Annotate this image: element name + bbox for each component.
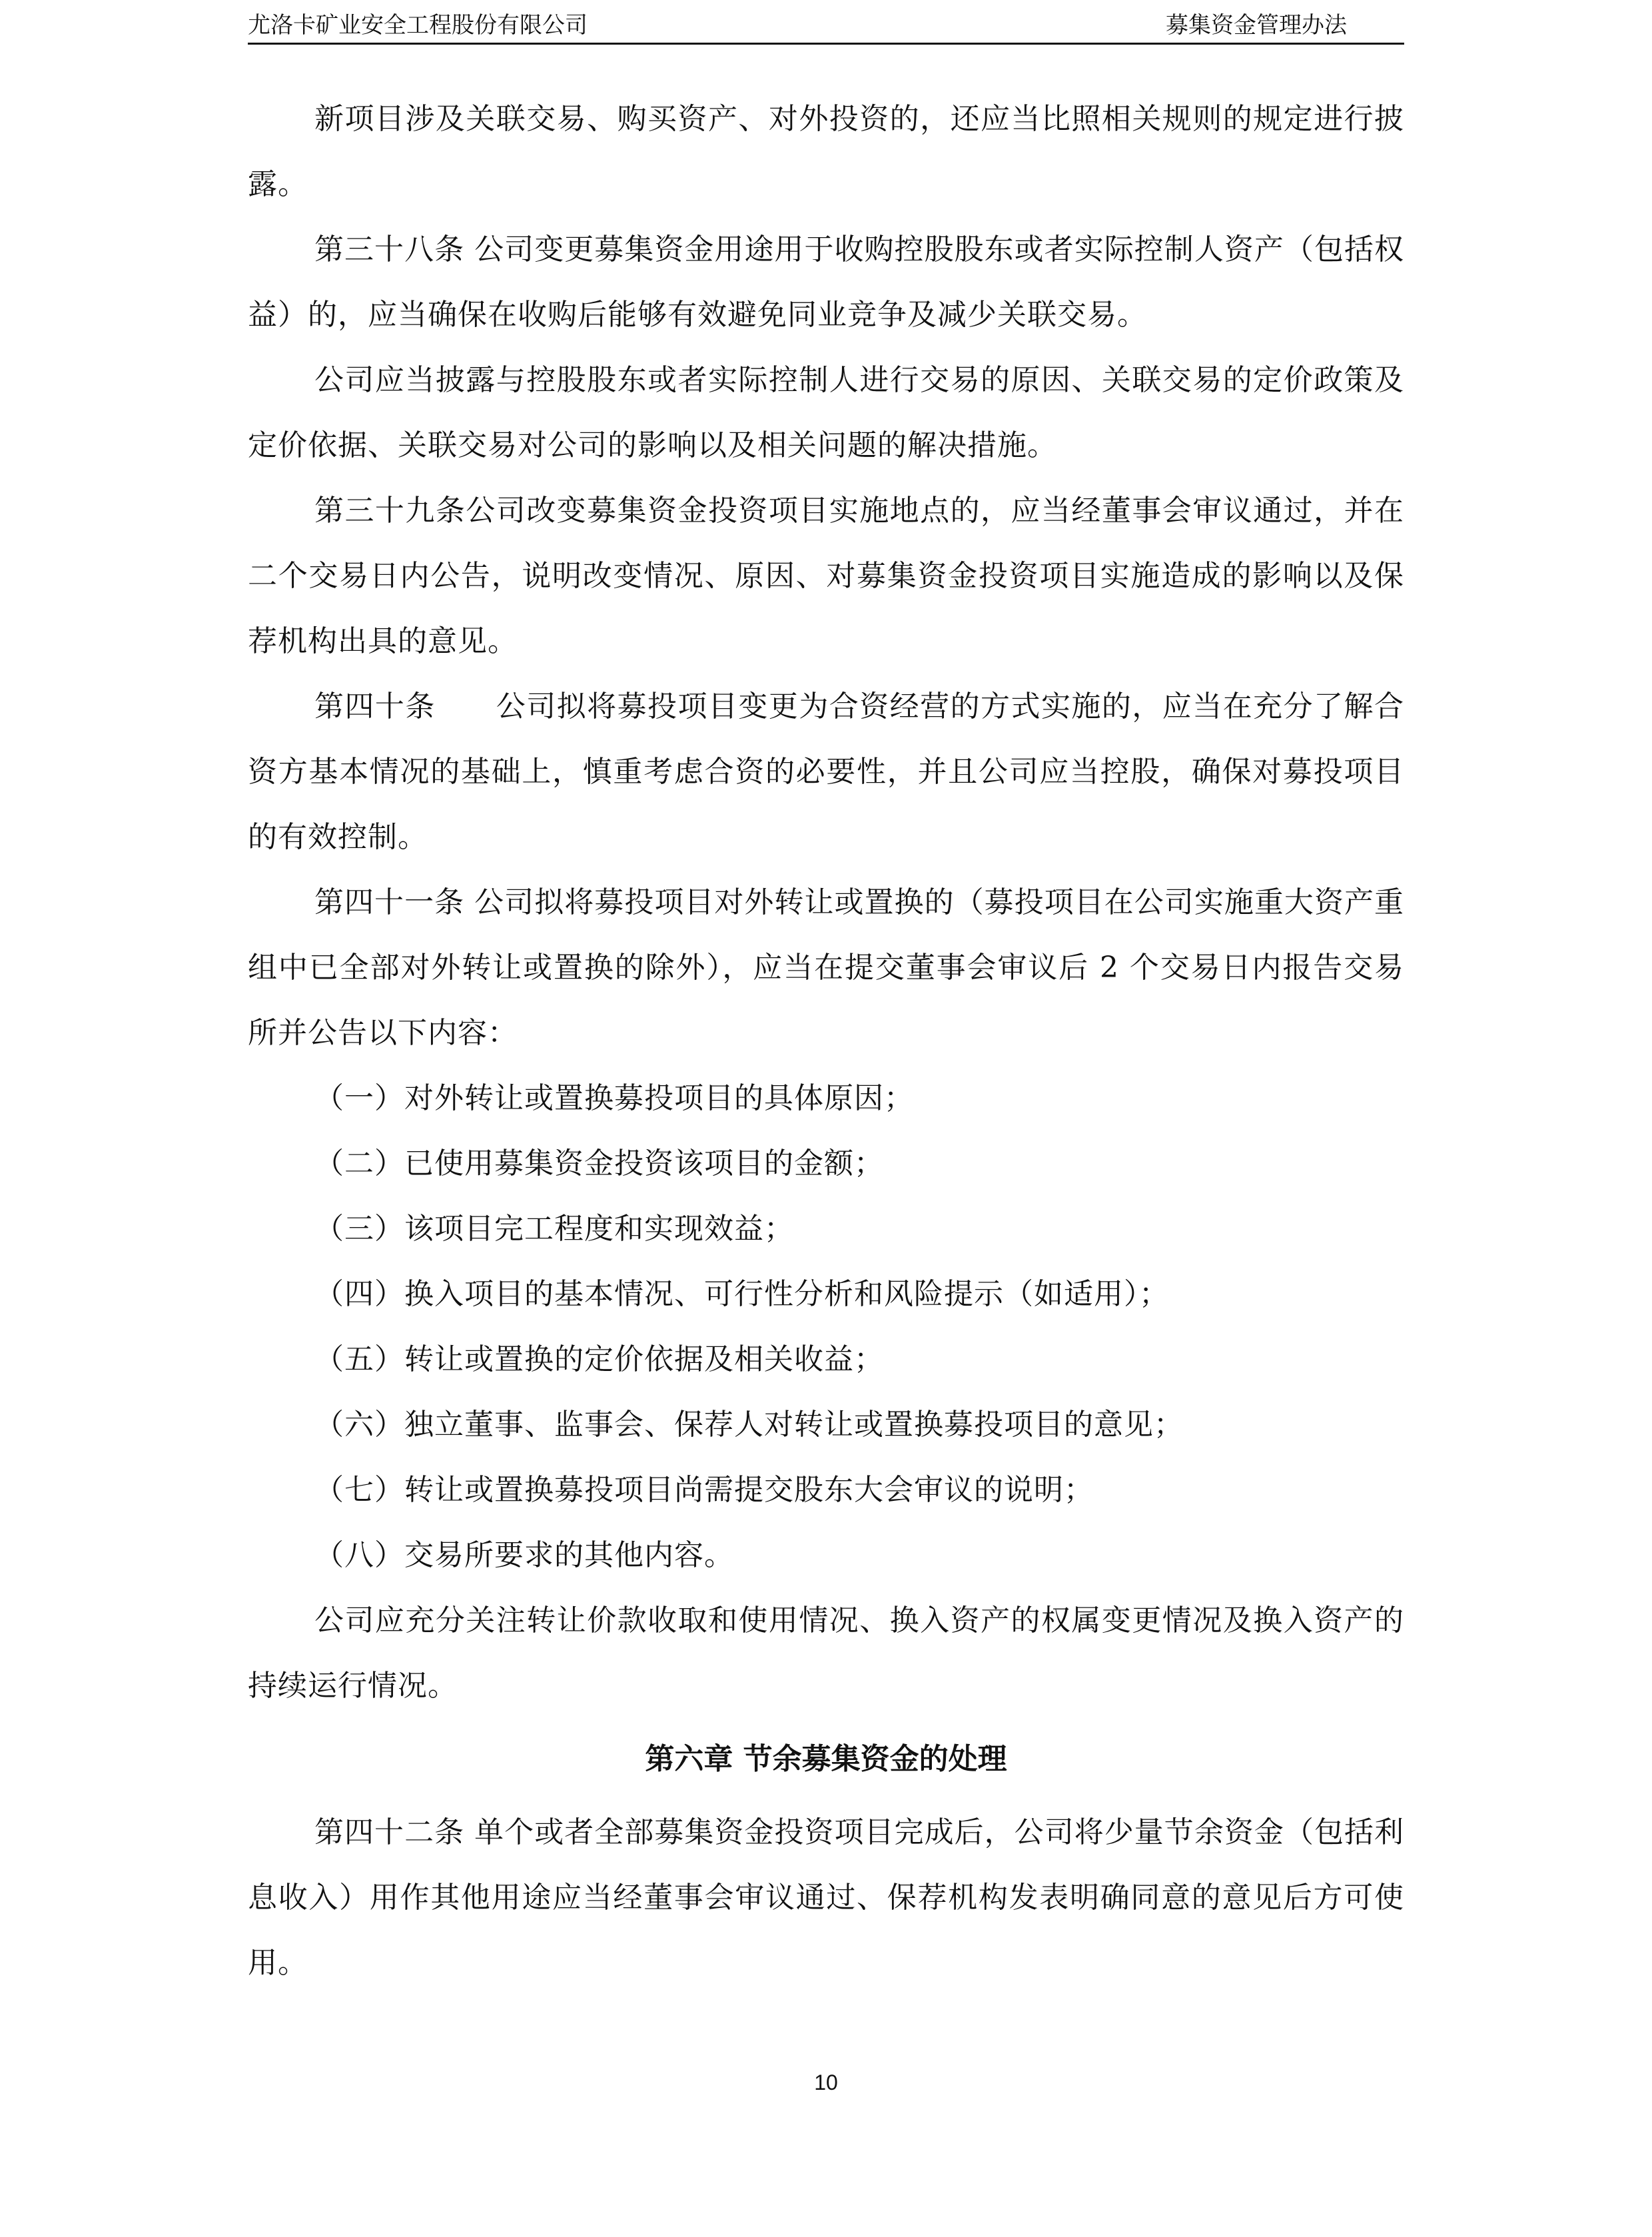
article-40: 第四十条 公司拟将募投项目变更为合资经营的方式实施的，应当在充分了解合资方基本情况的基础上，慎重考虑合资的必要性，并且公司应当控股，确保对募投项目的有效控制。 [248,689,1404,854]
list-item: （三）该项目完工程度和实现效益； [314,1212,794,1246]
article-39: 第三十九条公司改变募集资金投资项目实施地点的，应当经董事会审议通过，并在二个交易日内公告，说明改变情况、原因、对募集资金投资项目实施造成的影响以及保荐机构出具的意见。 [248,494,1404,658]
page-number: 10 [814,2070,838,2094]
article-42: 第四十二条 单个或者全部募集资金投资项目完成后，公司将少量节余资金（包括利息收入）用作其他用途应当经董事会审议通过、保荐机构发表明确同意的意见后方可使用。 [248,1815,1404,1980]
list-item: （七）转让或置换募投项目尚需提交股东大会审议的说明； [314,1473,1094,1507]
closing-paragraph: 公司应充分关注转让价款收取和使用情况、换入资产的权属变更情况及换入资产的持续运行情况。 [248,1603,1404,1703]
list-item: （四）换入项目的基本情况、可行性分析和风险提示（如适用）； [314,1277,1169,1311]
document-title: 募集资金管理办法 [1166,12,1347,39]
list-item: （八）交易所要求的其他内容。 [314,1538,734,1572]
document-body [248,87,1404,1996]
article-41: 第四十一条 公司拟将募投项目对外转让或置换的（募投项目在公司实施重大资产重组中已全部对外转让或置换的除外），应当在提交董事会审议后 2 个交易日内报告交易所并公告以下内容： [248,885,1404,1050]
list-item: （五）转让或置换的定价依据及相关收益； [314,1342,884,1376]
list-item: （六）独立董事、监事会、保荐人对转让或置换募投项目的意见； [314,1408,1184,1442]
paragraph: 公司应当披露与控股股东或者实际控制人进行交易的原因、关联交易的定价政策及定价依据、关联交易对公司的影响以及相关问题的解决措施。 [248,363,1404,462]
article-38: 第三十八条 公司变更募集资金用途用于收购控股股东或者实际控制人资产（包括权益）的，应当确保在收购后能够有效避免同业竞争及减少关联交易。 [248,232,1404,332]
paragraph: 新项目涉及关联交易、购买资产、对外投资的，还应当比照相关规则的规定进行披露。 [248,102,1404,201]
list-item: （一）对外转让或置换募投项目的具体原因； [314,1081,914,1115]
list-item: （二）已使用募集资金投资该项目的金额； [314,1146,884,1180]
page-header [248,4,1404,45]
chapter-title: 第六章 节余募集资金的处理 [645,1742,1007,1776]
company-name: 尤洛卡矿业安全工程股份有限公司 [248,12,588,39]
